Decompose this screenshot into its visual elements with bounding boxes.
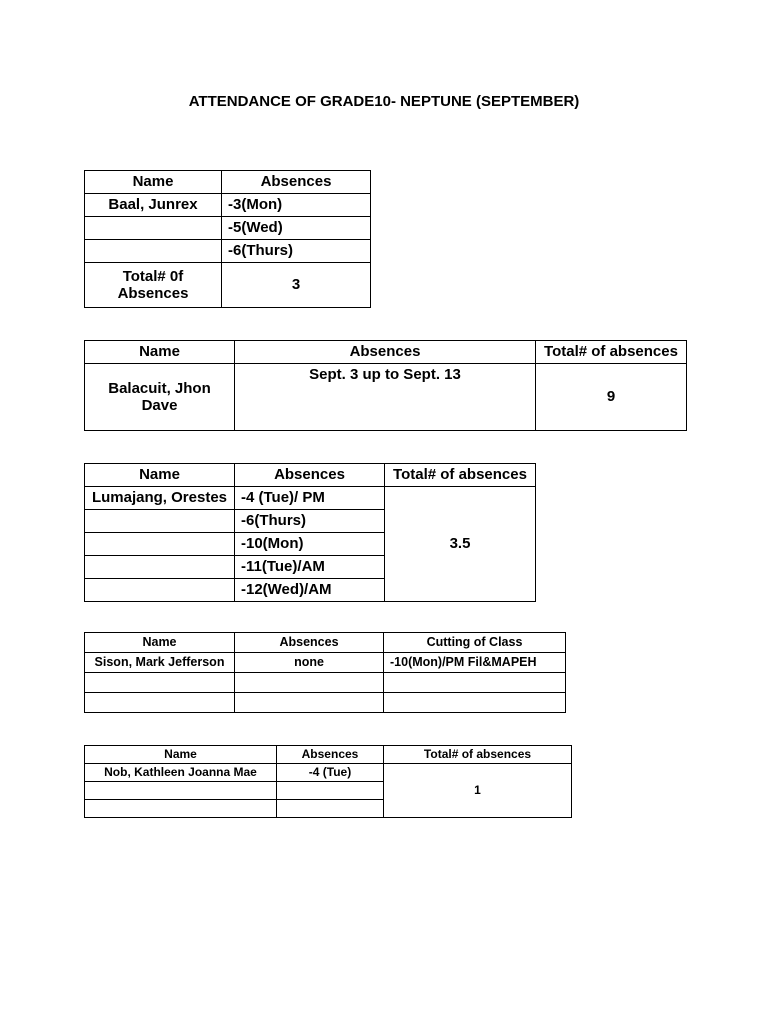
absence-entry: -12(Wed)/AM bbox=[235, 579, 385, 602]
empty-cell bbox=[277, 800, 384, 818]
header-absences: Absences bbox=[235, 633, 384, 653]
table-row bbox=[85, 487, 536, 510]
absence-entry: -4 (Tue)/ PM bbox=[235, 487, 385, 510]
total-absences-value: 9 bbox=[536, 364, 687, 431]
empty-cell bbox=[85, 579, 235, 602]
table-row bbox=[85, 217, 371, 240]
empty-cell bbox=[85, 800, 277, 818]
absence-entry: -6(Thurs) bbox=[235, 510, 385, 533]
table-row bbox=[85, 364, 687, 431]
absence-entry: -4 (Tue) bbox=[277, 764, 384, 782]
empty-cell bbox=[85, 693, 235, 713]
page-title: ATTENDANCE OF GRADE10- NEPTUNE (SEPTEMBER) bbox=[188, 93, 580, 110]
header-total: Total# of absences bbox=[385, 464, 536, 487]
table-header-row bbox=[85, 746, 572, 764]
table-row-total bbox=[85, 263, 371, 308]
table-row bbox=[85, 693, 566, 713]
header-name: Name bbox=[85, 746, 277, 764]
header-absences: Absences bbox=[235, 464, 385, 487]
empty-cell bbox=[85, 556, 235, 579]
empty-cell bbox=[277, 782, 384, 800]
header-name: Name bbox=[85, 341, 235, 364]
table-row bbox=[85, 240, 371, 263]
absence-entry: -3(Mon) bbox=[222, 194, 371, 217]
attendance-table-balacuit bbox=[84, 340, 687, 431]
header-total: Total# of absences bbox=[384, 746, 572, 764]
header-name: Name bbox=[85, 171, 222, 194]
attendance-table-lumajang bbox=[84, 463, 536, 602]
header-name: Name bbox=[85, 464, 235, 487]
empty-cell bbox=[384, 693, 566, 713]
student-name: Lumajang, Orestes bbox=[85, 487, 235, 510]
header-absences: Absences bbox=[235, 341, 536, 364]
empty-cell bbox=[85, 533, 235, 556]
empty-cell bbox=[85, 782, 277, 800]
empty-cell bbox=[85, 510, 235, 533]
total-absences-value: 1 bbox=[384, 764, 572, 818]
header-total: Total# of absences bbox=[536, 341, 687, 364]
attendance-table-nob bbox=[84, 745, 572, 818]
empty-cell bbox=[85, 217, 222, 240]
attendance-table-sison bbox=[84, 632, 566, 713]
empty-cell bbox=[235, 673, 384, 693]
header-absences: Absences bbox=[222, 171, 371, 194]
table-header-row bbox=[85, 171, 371, 194]
empty-cell bbox=[384, 673, 566, 693]
absence-entry: -5(Wed) bbox=[222, 217, 371, 240]
student-name: Nob, Kathleen Joanna Mae bbox=[85, 764, 277, 782]
absence-entry: -10(Mon) bbox=[235, 533, 385, 556]
empty-cell bbox=[85, 240, 222, 263]
absence-entry: none bbox=[235, 653, 384, 673]
empty-cell bbox=[85, 673, 235, 693]
table-row bbox=[85, 764, 572, 782]
student-name: Sison, Mark Jefferson bbox=[85, 653, 235, 673]
table-row bbox=[85, 194, 371, 217]
table-row bbox=[85, 673, 566, 693]
header-absences: Absences bbox=[277, 746, 384, 764]
table-row bbox=[85, 653, 566, 673]
header-cutting: Cutting of Class bbox=[384, 633, 566, 653]
student-name: Baal, Junrex bbox=[85, 194, 222, 217]
cutting-entry: -10(Mon)/PM Fil&MAPEH bbox=[384, 653, 566, 673]
absence-entry: -11(Tue)/AM bbox=[235, 556, 385, 579]
absence-range: Sept. 3 up to Sept. 13 bbox=[235, 364, 536, 431]
empty-cell bbox=[235, 693, 384, 713]
attendance-table-baal bbox=[84, 170, 371, 308]
student-name: Balacuit, Jhon Dave bbox=[85, 364, 235, 431]
total-absences-label: Total# 0f Absences bbox=[85, 263, 222, 308]
header-name: Name bbox=[85, 633, 235, 653]
absence-entry: -6(Thurs) bbox=[222, 240, 371, 263]
table-header-row bbox=[85, 633, 566, 653]
table-header-row bbox=[85, 464, 536, 487]
table-header-row bbox=[85, 341, 687, 364]
total-absences-value: 3 bbox=[222, 263, 371, 308]
total-absences-value: 3.5 bbox=[385, 487, 536, 602]
